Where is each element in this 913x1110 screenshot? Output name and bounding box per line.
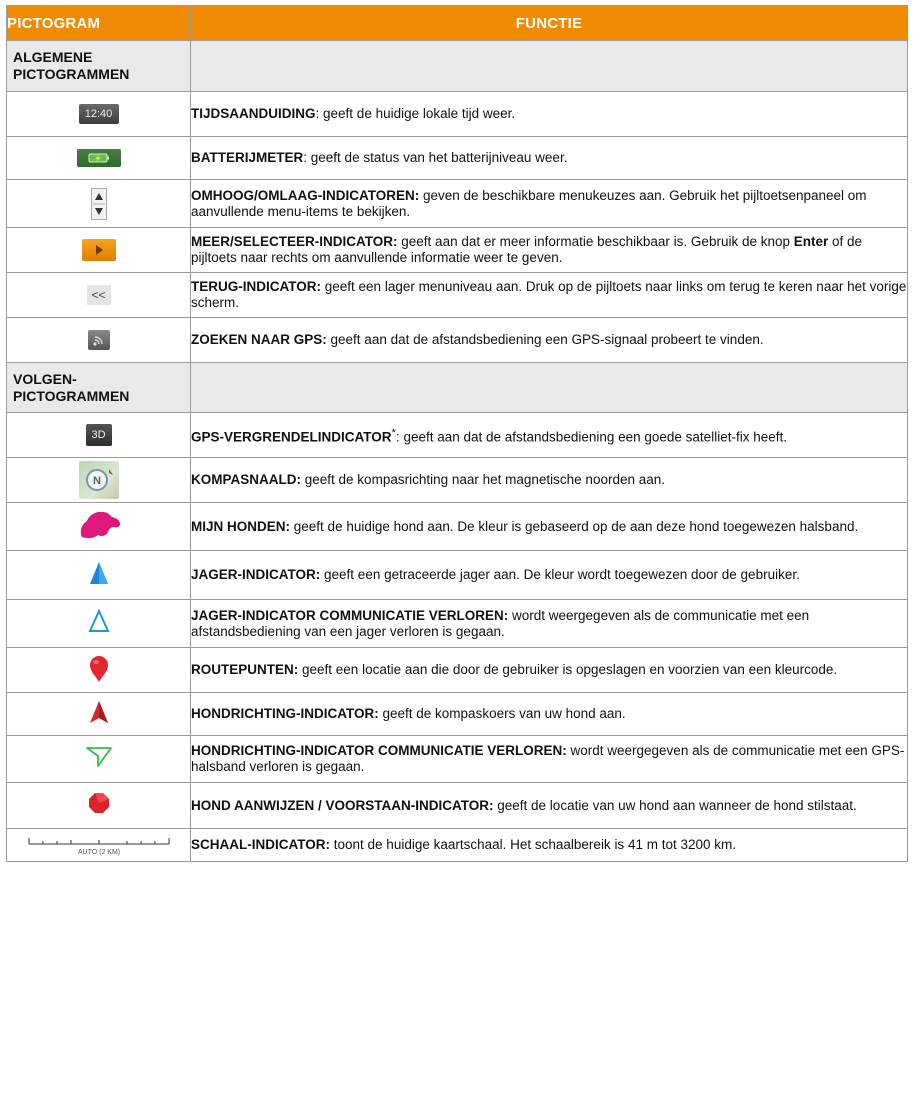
description: geeft de huidige lokale tijd weer. bbox=[323, 106, 516, 121]
dog-icon bbox=[76, 509, 122, 544]
back-icon: << bbox=[87, 285, 111, 305]
table-row bbox=[7, 648, 908, 693]
table-row: BATTERIJMETER: geeft de status van het batterijniveau weer. bbox=[7, 137, 908, 180]
section-label: VOLGEN-PICTOGRAMMEN bbox=[7, 363, 191, 413]
term: KOMPASNAALD: bbox=[191, 472, 301, 487]
description: wordt weergegeven als de communicatie met een afstandsbediening van een jager verloren is gegaan. bbox=[191, 607, 810, 639]
term: JAGER-INDICATOR COMMUNICATIE VERLOREN: bbox=[191, 607, 509, 623]
table-row bbox=[7, 736, 908, 783]
svg-text:N: N bbox=[92, 475, 101, 487]
dog-treed-icon bbox=[87, 791, 111, 820]
description: geeft aan dat de afstandsbediening een GPS-signaal probeert te vinden. bbox=[330, 332, 764, 347]
dog-direction-icon bbox=[88, 699, 110, 730]
table-row: MEER/SELECTEER-INDICATOR: geeft aan dat er meer informatie beschikbaar is. Gebruik de knop Enter of de pijltoets naar rechts om aanvullende informatie weer te geven. bbox=[7, 228, 908, 273]
clock-icon: 12:40 bbox=[79, 104, 119, 124]
term: SCHAAL-INDICATOR: bbox=[191, 837, 330, 852]
battery-icon bbox=[77, 149, 121, 167]
section-row bbox=[7, 363, 908, 413]
table-row bbox=[7, 600, 908, 648]
compass-needle-icon bbox=[79, 461, 119, 499]
table-header bbox=[7, 6, 908, 41]
description: geeft de locatie van uw hond aan wanneer de hond stilstaat. bbox=[497, 797, 857, 813]
header-pictogram: PICTOGRAM bbox=[7, 6, 191, 41]
table-row bbox=[7, 693, 908, 736]
term: MIJN HONDEN: bbox=[191, 518, 291, 534]
term: TIJDSAANDUIDING bbox=[191, 106, 316, 121]
term: ZOEKEN NAAR GPS: bbox=[191, 332, 327, 347]
term: BATTERIJMETER bbox=[191, 150, 304, 165]
hunter-icon bbox=[88, 560, 110, 591]
description: geven de beschikbare menukeuzes aan. Gebruik het pijltoetsenpaneel om aanvullende menu-items te bekijken. bbox=[191, 187, 867, 219]
term: MEER/SELECTEER-INDICATOR: bbox=[191, 234, 398, 249]
scale-icon bbox=[25, 832, 173, 858]
gps-lock-3d-icon: 3D bbox=[86, 424, 112, 446]
section-label: ALGEMENE PICTOGRAMMEN bbox=[7, 41, 191, 92]
term: JAGER-INDICATOR: bbox=[191, 567, 321, 582]
table-row bbox=[7, 318, 908, 363]
description: geeft de kompaskoers van uw hond aan. bbox=[382, 706, 626, 721]
description: geeft een getraceerde jager aan. De kleur wordt toegewezen door de gebruiker. bbox=[324, 567, 800, 582]
dog-direction-lost-icon bbox=[84, 744, 114, 775]
table-row bbox=[7, 458, 908, 503]
hunter-lost-icon bbox=[88, 608, 110, 639]
description: geeft de huidige hond aan. De kleur is gebaseerd op de aan deze hond toegewezen halsband. bbox=[293, 518, 859, 534]
waypoint-icon bbox=[87, 653, 111, 688]
table-row bbox=[7, 180, 908, 228]
gps-search-icon bbox=[88, 330, 110, 350]
description: geeft een locatie aan die door de gebruiker is opgeslagen en voorzien van een kleurcode. bbox=[302, 662, 838, 677]
term: HONDRICHTING-INDICATOR: bbox=[191, 706, 379, 721]
table-row bbox=[7, 783, 908, 829]
description: geeft de kompasrichting naar het magnetische noorden aan. bbox=[304, 472, 666, 487]
more-select-icon bbox=[82, 239, 116, 261]
description: geeft een lager menuniveau aan. Druk op de pijltoets naar links om terug te keren naar het vorige scherm. bbox=[191, 279, 907, 310]
table-row bbox=[7, 829, 908, 862]
description: geeft de status van het batterijniveau weer. bbox=[310, 150, 568, 165]
term: HOND AANWIJZEN / VOORSTAAN-INDICATOR: bbox=[191, 797, 494, 813]
table-row: 3D GPS-VERGRENDELINDICATOR*: geeft aan dat de afstandsbediening een goede satelliet-fix heeft. bbox=[7, 413, 908, 458]
svg-text:AUTO (2 KM): AUTO (2 KM) bbox=[77, 849, 120, 856]
term: HONDRICHTING-INDICATOR COMMUNICATIE VERLOREN: bbox=[191, 743, 567, 758]
term: ROUTEPUNTEN: bbox=[191, 662, 299, 677]
description: wordt weergegeven als de communicatie met een GPS-halsband verloren is gegaan. bbox=[191, 743, 905, 774]
table-row bbox=[7, 503, 908, 551]
table-row bbox=[7, 273, 908, 318]
section-row bbox=[7, 41, 908, 92]
description: geeft aan dat de afstandsbediening een goede satelliet-fix heeft. bbox=[403, 429, 787, 445]
term: TERUG-INDICATOR: bbox=[191, 279, 321, 294]
table-row: 12:40 TIJDSAANDUIDING: geeft de huidige lokale tijd weer. bbox=[7, 92, 908, 137]
description: toont de huidige kaartschaal. Het schaalbereik is 41 m tot 3200 km. bbox=[333, 837, 736, 852]
term: GPS-VERGRENDELINDICATOR bbox=[191, 429, 392, 445]
term: OMHOOG/OMLAAG-INDICATOREN: bbox=[191, 187, 420, 203]
header-functie: FUNCTIE bbox=[191, 6, 908, 41]
pictogram-table bbox=[6, 5, 908, 862]
table-row bbox=[7, 551, 908, 600]
up-down-arrows-icon bbox=[91, 188, 107, 220]
